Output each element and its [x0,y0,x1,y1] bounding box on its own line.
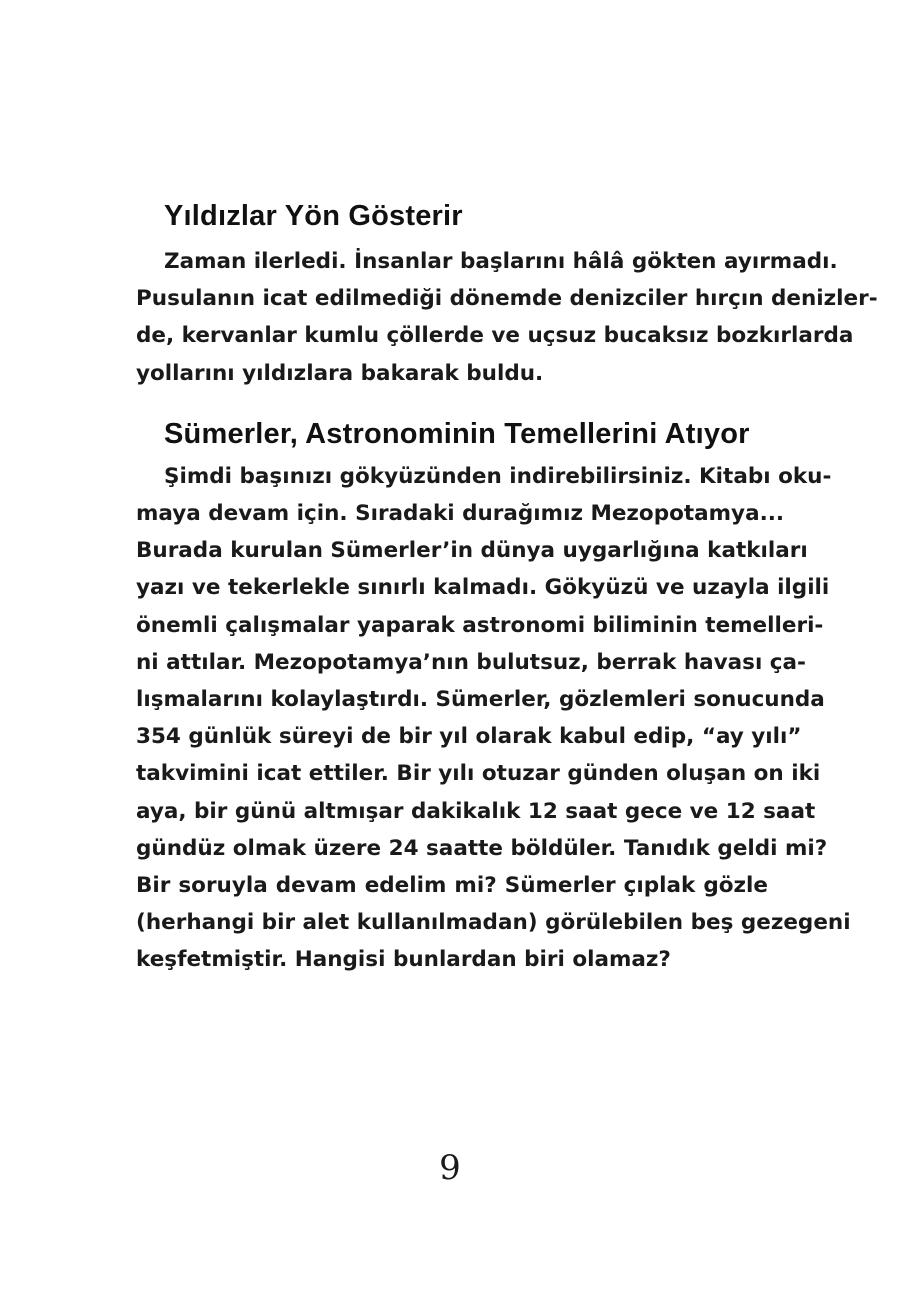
paragraph [136,243,878,392]
text-line: Şimdi başınızı gökyüzünden indirebilirsiniz. Kitabı oku- [164,463,832,489]
text-line: Zaman ilerledi. İnsanlar başlarını hâlâ gökten ayırmadı. [164,249,838,274]
text-line: yazı ve tekerlekle sınırlı kalmadı. Gökyüzü ve uzayla ilgili [136,575,830,601]
text-line: maya devam için. Sıradaki durağımız Mezopotamya... [136,501,785,527]
text-line: gündüz olmak üzere 24 saatte böldüler. Tanıdık geldi mi? [136,835,828,861]
text-line: Burada kurulan Sümerler’in dünya uygarlığına katkıları [136,538,808,564]
text-line: de, kervanlar kumlu çöllerde ve uçsuz bucaksız bozkırlarda [136,323,854,349]
page-number: 9 [439,1148,461,1188]
section-heading: Sümerler, Astronominin Temellerini Atıyor [164,417,750,450]
text-line: Bir soruyla devam edelim mi? Sümerler çıplak gözle [136,873,768,899]
text-line: 354 günlük süreyi de bir yıl olarak kabul edip, “ay yılı” [136,724,802,750]
text-line: yollarını yıldızlara bakarak buldu. [136,360,544,386]
page-content [136,196,878,979]
text-line: ni attılar. Mezopotamya’nın bulutsuz, berrak havası ça- [136,649,806,675]
text-line: önemli çalışmalar yaparak astronomi biliminin temelleri- [136,612,824,638]
text-line: keşfetmiştir. Hangisi bunlardan biri olamaz? [136,947,671,973]
text-line: Pusulanın icat edilmediği dönemde denizciler hırçın denizler- [136,286,878,312]
text-line: (herhangi bir alet kullanılmadan) görülebilen beş gezegeni [136,910,851,936]
paragraph [136,458,851,979]
text-line: takvimini icat ettiler. Bir yılı otuzar günden oluşan on iki [136,761,821,787]
section-heading: Yıldızlar Yön Gösterir [164,200,463,232]
text-line: lışmalarını kolaylaştırdı. Sümerler, gözlemleri sonucunda [136,687,825,713]
text-line: aya, bir günü altmışar dakikalık 12 saat gece ve 12 saat [136,798,816,824]
